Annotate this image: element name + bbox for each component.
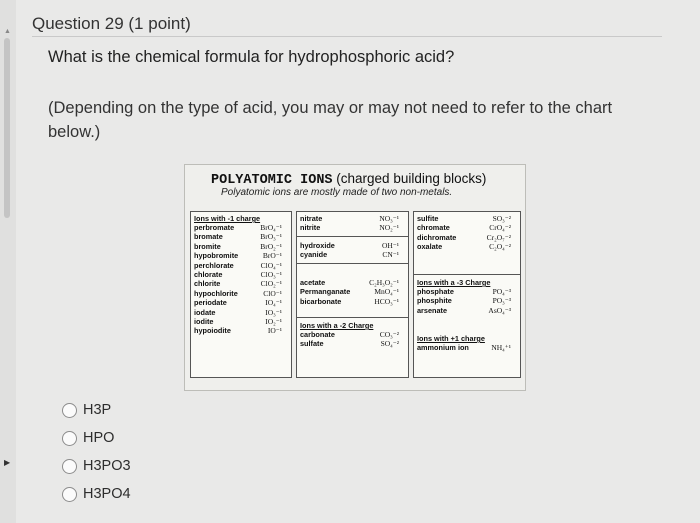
ion-name: sulfate xyxy=(300,339,324,349)
ion-formula: MnO₄⁻¹ xyxy=(374,287,399,297)
ion-row xyxy=(300,223,405,232)
triangle-right-icon: ▶ xyxy=(4,458,11,467)
ion-name: bromite xyxy=(194,241,221,251)
ion-name: ammonium ion xyxy=(417,343,469,352)
ions-column-1 xyxy=(190,211,292,378)
chart-title-main: POLYATOMIC IONS xyxy=(211,173,333,188)
ion-name: nitrite xyxy=(300,223,321,233)
question-header: Question 29 (1 point) xyxy=(32,14,191,33)
ion-formula: NH₄⁺¹ xyxy=(491,343,511,352)
ion-row xyxy=(417,242,517,251)
ion-name: arsenate xyxy=(417,305,448,315)
radio-button[interactable] xyxy=(62,459,77,474)
ion-formula: IO₃⁻¹ xyxy=(265,307,282,317)
scroll-up-arrow-icon[interactable]: ▲ xyxy=(4,28,11,35)
ion-formula: BrO₃⁻¹ xyxy=(260,232,282,242)
ion-formula: CN⁻¹ xyxy=(382,250,399,260)
question-note: (Depending on the type of acid, you may or may not need to refer to the chart below.) xyxy=(48,99,613,141)
left-scrollbar[interactable] xyxy=(0,0,16,523)
plus1-header: Ions with +1 charge xyxy=(417,334,485,343)
ion-name: bicarbonate xyxy=(300,296,342,306)
ion-row xyxy=(194,317,288,326)
ions-column-3 xyxy=(413,211,521,378)
ion-row xyxy=(194,251,288,260)
ion-name: iodite xyxy=(194,317,214,327)
ion-row xyxy=(300,339,405,348)
ion-row xyxy=(194,289,288,298)
ion-name: acetate xyxy=(300,278,326,287)
option-h3po4[interactable] xyxy=(62,482,131,506)
chart-title xyxy=(211,171,486,188)
option-hpo[interactable] xyxy=(62,426,131,450)
ion-formula: BrO₄⁻¹ xyxy=(260,223,282,232)
ion-name: dichromate xyxy=(417,232,457,242)
ion-name: perchlorate xyxy=(194,260,234,270)
ion-formula: IO⁻¹ xyxy=(267,326,282,336)
ion-formula: CrO₄⁻² xyxy=(489,223,511,233)
polyatomic-ions-chart xyxy=(184,164,526,391)
ion-name: phosphate xyxy=(417,287,454,296)
ion-name: nitrate xyxy=(300,214,323,223)
ion-name: chlorate xyxy=(194,270,223,280)
ion-name: oxalate xyxy=(417,242,443,252)
radio-button[interactable] xyxy=(62,487,77,502)
ion-formula: ClO₃⁻¹ xyxy=(260,270,282,280)
ion-row xyxy=(417,296,517,305)
ion-row xyxy=(300,287,405,296)
radio-button[interactable] xyxy=(62,431,77,446)
ion-row xyxy=(300,214,405,223)
ion-row xyxy=(194,298,288,307)
ion-row xyxy=(194,232,288,241)
chart-title-sub: (charged building blocks) xyxy=(332,171,487,186)
chart-subtitle: Polyatomic ions are mostly made of two non-metals. xyxy=(221,187,453,198)
ion-formula: HCO₃⁻¹ xyxy=(374,296,399,306)
ion-formula: IO₄⁻¹ xyxy=(265,298,282,308)
option-h3po3[interactable] xyxy=(62,454,131,478)
radio-button[interactable] xyxy=(62,403,77,418)
question-text: What is the chemical formula for hydrophosphoric acid? xyxy=(48,48,455,66)
ion-row xyxy=(300,330,405,339)
ion-row xyxy=(194,279,288,288)
ion-row xyxy=(194,261,288,270)
ion-name: perbromate xyxy=(194,223,235,232)
ion-name: periodate xyxy=(194,298,227,308)
option-label[interactable]: HPO xyxy=(83,430,115,446)
ion-formula: ClO₂⁻¹ xyxy=(260,279,282,289)
scroll-thumb[interactable] xyxy=(4,38,10,218)
ion-row xyxy=(417,223,517,232)
ion-name: Permanganate xyxy=(300,287,351,297)
ion-row xyxy=(417,306,517,315)
ion-name: chromate xyxy=(417,223,450,233)
ion-formula: NO₃⁻¹ xyxy=(379,214,399,223)
ion-name: iodate xyxy=(194,307,216,317)
ion-formula: AsO₄⁻³ xyxy=(488,305,511,315)
answer-options xyxy=(62,398,131,510)
ion-name: sulfite xyxy=(417,214,439,223)
minus2-header: Ions with a -2 Charge xyxy=(300,321,374,330)
ion-formula: IO₂⁻¹ xyxy=(265,317,282,327)
ion-row xyxy=(417,343,517,352)
ion-row xyxy=(194,270,288,279)
ion-formula: BrO⁻¹ xyxy=(262,251,282,261)
ion-formula: NO₂⁻¹ xyxy=(379,223,399,233)
ion-row xyxy=(417,287,517,296)
ion-row xyxy=(300,250,405,259)
minus1-header: Ions with -1 charge xyxy=(194,214,261,223)
option-h3p[interactable] xyxy=(62,398,131,422)
ion-formula: SO₄⁻² xyxy=(380,339,399,349)
ion-formula: OH⁻¹ xyxy=(381,241,399,250)
ion-formula: SO₃⁻² xyxy=(492,214,511,223)
ion-row xyxy=(194,308,288,317)
ion-formula: C₂O₄⁻² xyxy=(489,242,511,252)
header-divider xyxy=(32,36,662,37)
option-label[interactable]: H3PO4 xyxy=(83,486,131,502)
ion-name: chlorite xyxy=(194,279,221,289)
ion-name: phosphite xyxy=(417,296,452,306)
ion-row xyxy=(300,241,405,250)
ion-row xyxy=(300,297,405,306)
ion-row xyxy=(417,214,517,223)
ion-name: hypoiodite xyxy=(194,326,231,336)
ion-formula: Cr₂O₇⁻² xyxy=(486,232,511,242)
ion-name: cyanide xyxy=(300,250,328,260)
ion-formula: PO₃⁻³ xyxy=(492,296,511,306)
ion-name: carbonate xyxy=(300,330,335,339)
ion-formula: ClO⁻¹ xyxy=(263,288,282,298)
ion-name: hydroxide xyxy=(300,241,335,250)
option-label[interactable]: H3P xyxy=(83,402,112,418)
ion-row xyxy=(194,242,288,251)
ion-formula: CO₃⁻² xyxy=(379,330,399,339)
ion-row xyxy=(417,233,517,242)
ions-column-2 xyxy=(296,211,409,378)
ion-row xyxy=(300,278,405,287)
ion-formula: C₂H₃O₂⁻¹ xyxy=(369,278,399,287)
ion-name: hypochlorite xyxy=(194,288,238,298)
ion-formula: BrO₂⁻¹ xyxy=(260,241,282,251)
option-label[interactable]: H3PO3 xyxy=(83,458,131,474)
ion-name: bromate xyxy=(194,232,223,242)
minus3-header: Ions with a -3 Charge xyxy=(417,278,491,287)
ion-name: hypobromite xyxy=(194,251,239,261)
ion-formula: ClO₄⁻¹ xyxy=(260,260,282,270)
ion-row xyxy=(194,326,288,335)
ion-row xyxy=(194,223,288,232)
ion-formula: PO₄⁻³ xyxy=(492,287,511,296)
